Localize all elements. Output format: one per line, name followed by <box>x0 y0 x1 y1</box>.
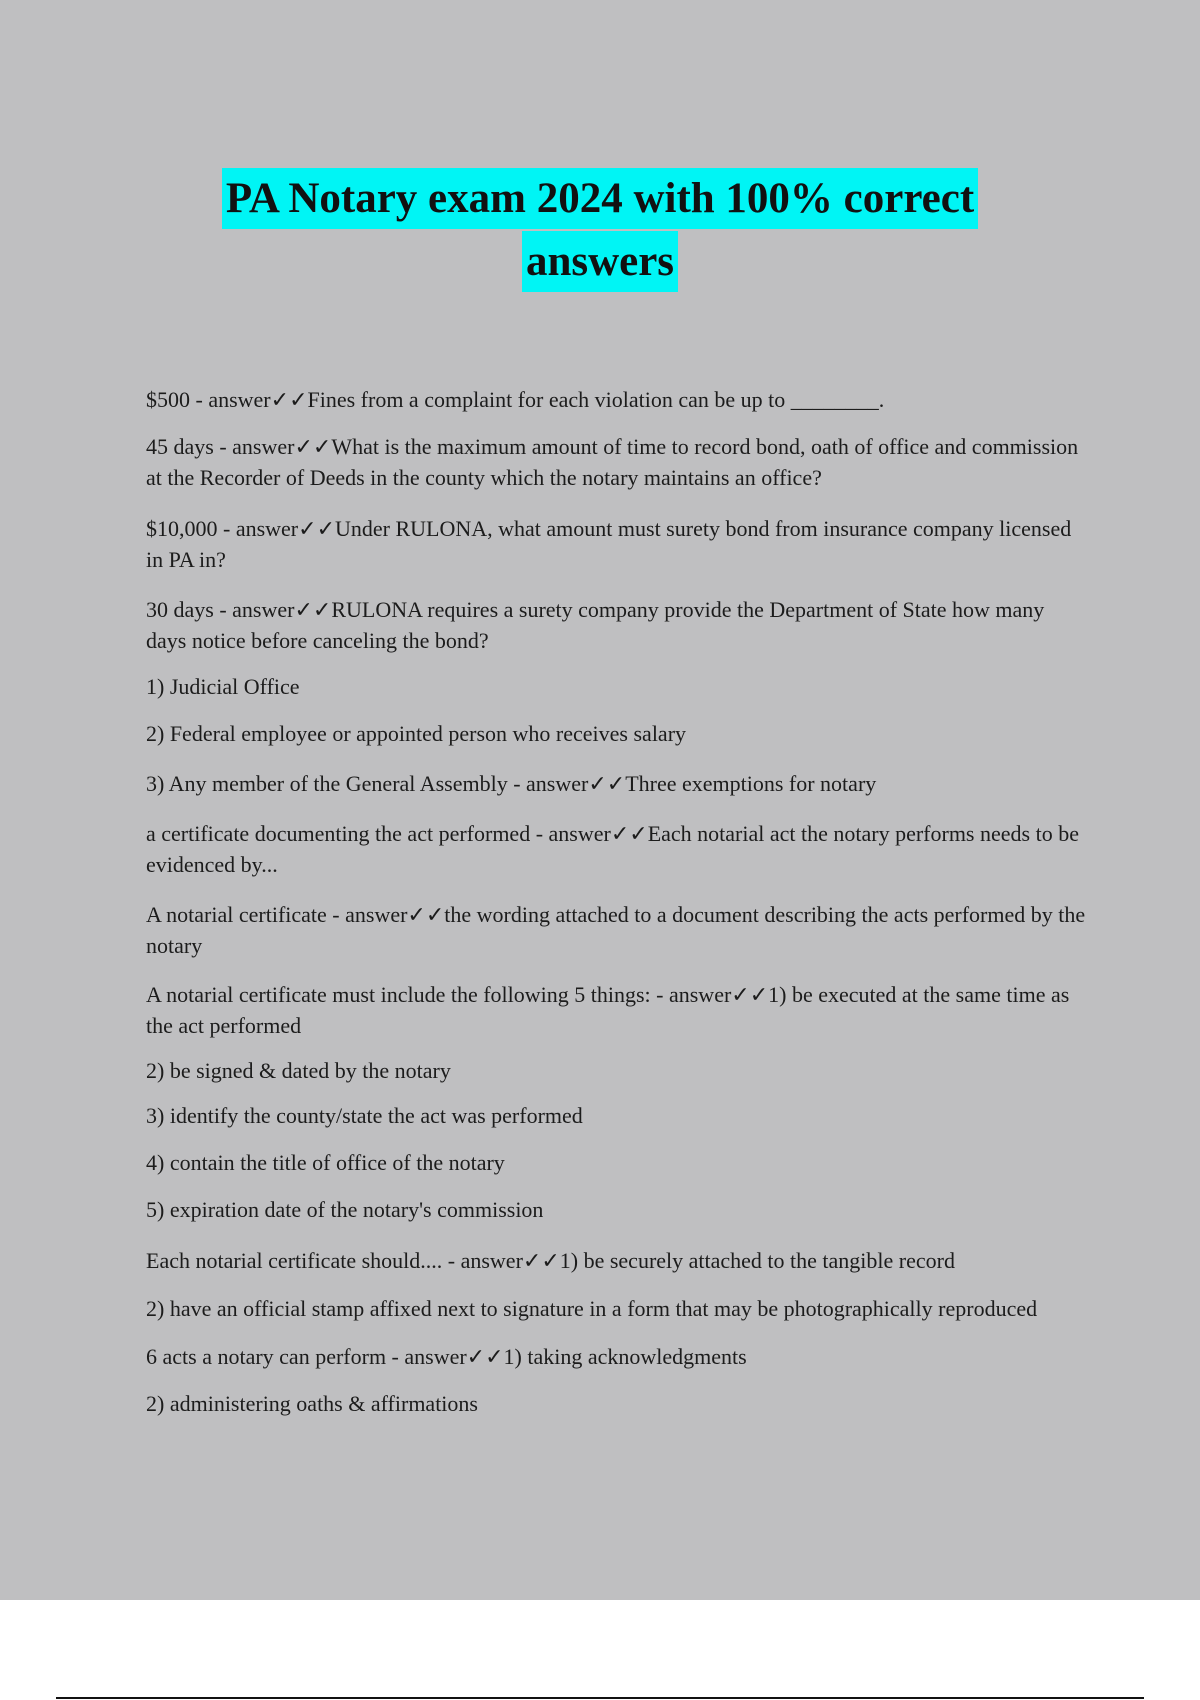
paragraph: 3) Any member of the General Assembly - answer✓✓Three exemptions for notary <box>146 771 877 796</box>
paragraph: a certificate documenting the act performed - answer✓✓Each notarial act the notary performs needs to be evidenced by... <box>146 821 1079 877</box>
paragraph: 2) have an official stamp affixed next to signature in a form that may be photographically reproduced <box>146 1296 1038 1321</box>
document-body <box>146 384 1086 1419</box>
paragraph: 1) Judicial Office <box>146 674 300 699</box>
paragraph: A notarial certificate - answer✓✓the wording attached to a document describing the acts performed by the notary <box>146 902 1086 958</box>
paragraph: 2) be signed & dated by the notary <box>146 1058 451 1083</box>
title-line-1: PA Notary exam 2024 with 100% correct <box>222 168 978 229</box>
paragraph: 30 days - answer✓✓RULONA requires a surety company provide the Department of State how many days notice before canceling the bond? <box>146 597 1045 653</box>
paragraph: $10,000 - answer✓✓Under RULONA, what amount must surety bond from insurance company licensed in PA in? <box>146 516 1072 572</box>
paragraph: 2) Federal employee or appointed person who receives salary <box>146 721 687 746</box>
paragraph: 4) contain the title of office of the notary <box>146 1150 505 1175</box>
paragraph: 5) expiration date of the notary's commission <box>146 1197 544 1222</box>
paragraph: Each notarial certificate should.... - answer✓✓1) be securely attached to the tangible record <box>146 1248 955 1273</box>
title-line-2: answers <box>522 231 678 292</box>
paragraph: $500 - answer✓✓Fines from a complaint for each violation can be up to ________. <box>146 387 885 412</box>
paragraph: 3) identify the county/state the act was performed <box>146 1103 583 1128</box>
paragraph: 45 days - answer✓✓What is the maximum amount of time to record bond, oath of office and commission at the Recorder of Deeds in the county which the notary maintains an office? <box>146 434 1079 490</box>
paragraph: A notarial certificate must include the following 5 things: - answer✓✓1) be executed at the same time as the act performed <box>146 982 1070 1038</box>
footer-divider <box>56 1697 1144 1699</box>
paragraph: 2) administering oaths & affirmations <box>146 1391 478 1416</box>
paragraph: 6 acts a notary can perform - answer✓✓1) taking acknowledgments <box>146 1344 747 1369</box>
page-title <box>0 168 1200 292</box>
